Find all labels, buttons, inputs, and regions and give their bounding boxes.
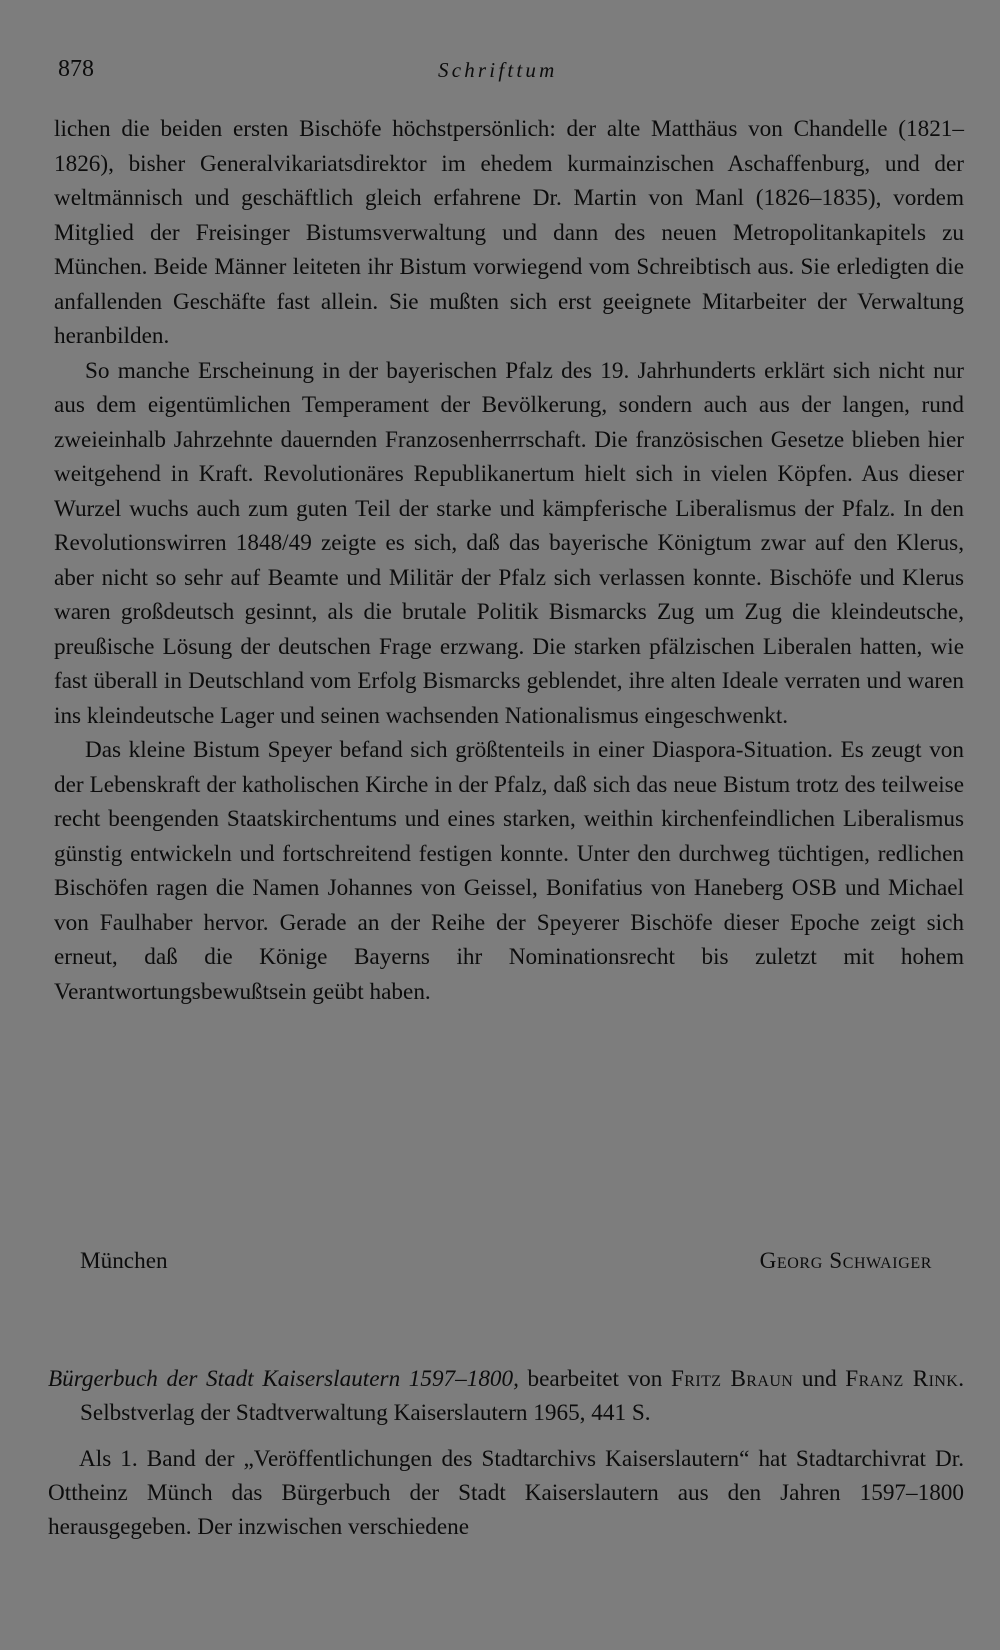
book-citation: [48, 1362, 964, 1430]
edited-by-label: bearbeitet von: [527, 1366, 663, 1392]
page-number: 878: [58, 56, 94, 82]
signature-author: Georg Schwaiger: [759, 1248, 932, 1274]
page-header: [58, 56, 966, 92]
paragraph-1: lichen die beiden ersten Bischöfe höchstpersönlich: der alte Matthäus von Chandelle (1821–1826), bisher Generalvikariatsdirektor im ehedem kurmainzischen Aschaffenburg, und der weltmännisch und geschäftlich gleich erfahrene Dr. Martin von Manl (1826–1835), vordem Mitglied der Freisinger Bistumsverwaltung und dann des neuen Metropolitankapitels zu München. Beide Männer leiteten ihr Bistum vorwiegend vom Schreibtisch aus. Sie erledigten die anfallenden Geschäfte fast allein. Sie mußten sich erst geeignete Mitarbeiter der Verwaltung heranbilden.: [54, 116, 964, 349]
body-text: [54, 112, 964, 1009]
paragraph-3: Das kleine Bistum Speyer befand sich größtenteils in einer Diaspora-Situation. Es zeugt von der Lebenskraft der katholischen Kirche in der Pfalz, daß sich das neue Bistum trotz des teilweise recht beengenden Staatskirchentums und eines starken, weithin kirchenfeindlichen Liberalismus günstig entwickeln und fortschreitend festigen konnte. Unter den durchweg tüchtigen, redlichen Bischöfen ragen die Namen Johannes von Geissel, Bonifatius von Haneberg OSB und Michael von Faulhaber hervor. Gerade an der Reihe der Speyerer Bischöfe dieser Epoche zeigt sich erneut, daß die Könige Bayerns ihr Nominationsrecht bis zuletzt mit hohem Verantwortungsbewußtsein geübt haben.: [54, 737, 964, 1005]
signature-place: München: [80, 1248, 168, 1274]
publication-info: . Selbstverlag der Stadtverwaltung Kaiserslautern 1965, 441 S.: [80, 1366, 965, 1426]
book-review: [48, 1362, 964, 1544]
review-paragraph: Als 1. Band der „Veröffentlichungen des Stadtarchivs Kaiserslautern“ hat Stadtarchivrat Dr. Ottheinz Münch das Bürgerbuch der Stadt Kaiserslautern aus den Jahren 1597–1800 herausgegeben. Der inzwischen verschiedene: [48, 1446, 964, 1540]
conjunction: und: [801, 1366, 837, 1392]
editor-1: Fritz Braun: [670, 1366, 794, 1392]
book-title: Bürgerbuch der Stadt Kaiserslautern 1597–1800,: [48, 1366, 519, 1392]
running-title: Schrifttum: [438, 58, 558, 82]
paragraph-2: So manche Erscheinung in der bayerischen Pfalz des 19. Jahrhunderts erklärt sich nicht nur aus dem eigentümlichen Temperament der Bevölkerung, sondern auch aus der langen, rund zweieinhalb Jahrzehnte dauernden Franzosenherrrschaft. Die französischen Gesetze blieben hier weitgehend in Kraft. Revolutionäres Republikanertum hielt sich in vielen Köpfen. Aus dieser Wurzel wuchs auch zum guten Teil der starke und kämpferische Liberalismus der Pfalz. In den Revolutionswirren 1848/49 zeigte es sich, daß das bayerische Königtum zwar auf den Klerus, aber nicht so sehr auf Beamte und Militär der Pfalz sich verlassen konnte. Bischöfe und Klerus waren großdeutsch gesinnt, als die brutale Politik Bismarcks Zug um Zug die kleindeutsche, preußische Lösung der deutschen Frage erzwang. Die starken pfälzischen Liberalen hatten, wie fast überall in Deutschland vom Erfolg Bismarcks geblendet, ihre alten Ideale verraten und waren ins kleindeutsche Lager und seinen wachsenden Nationalismus eingeschwenkt.: [54, 357, 964, 729]
editor-2: Franz Rink: [845, 1366, 959, 1392]
